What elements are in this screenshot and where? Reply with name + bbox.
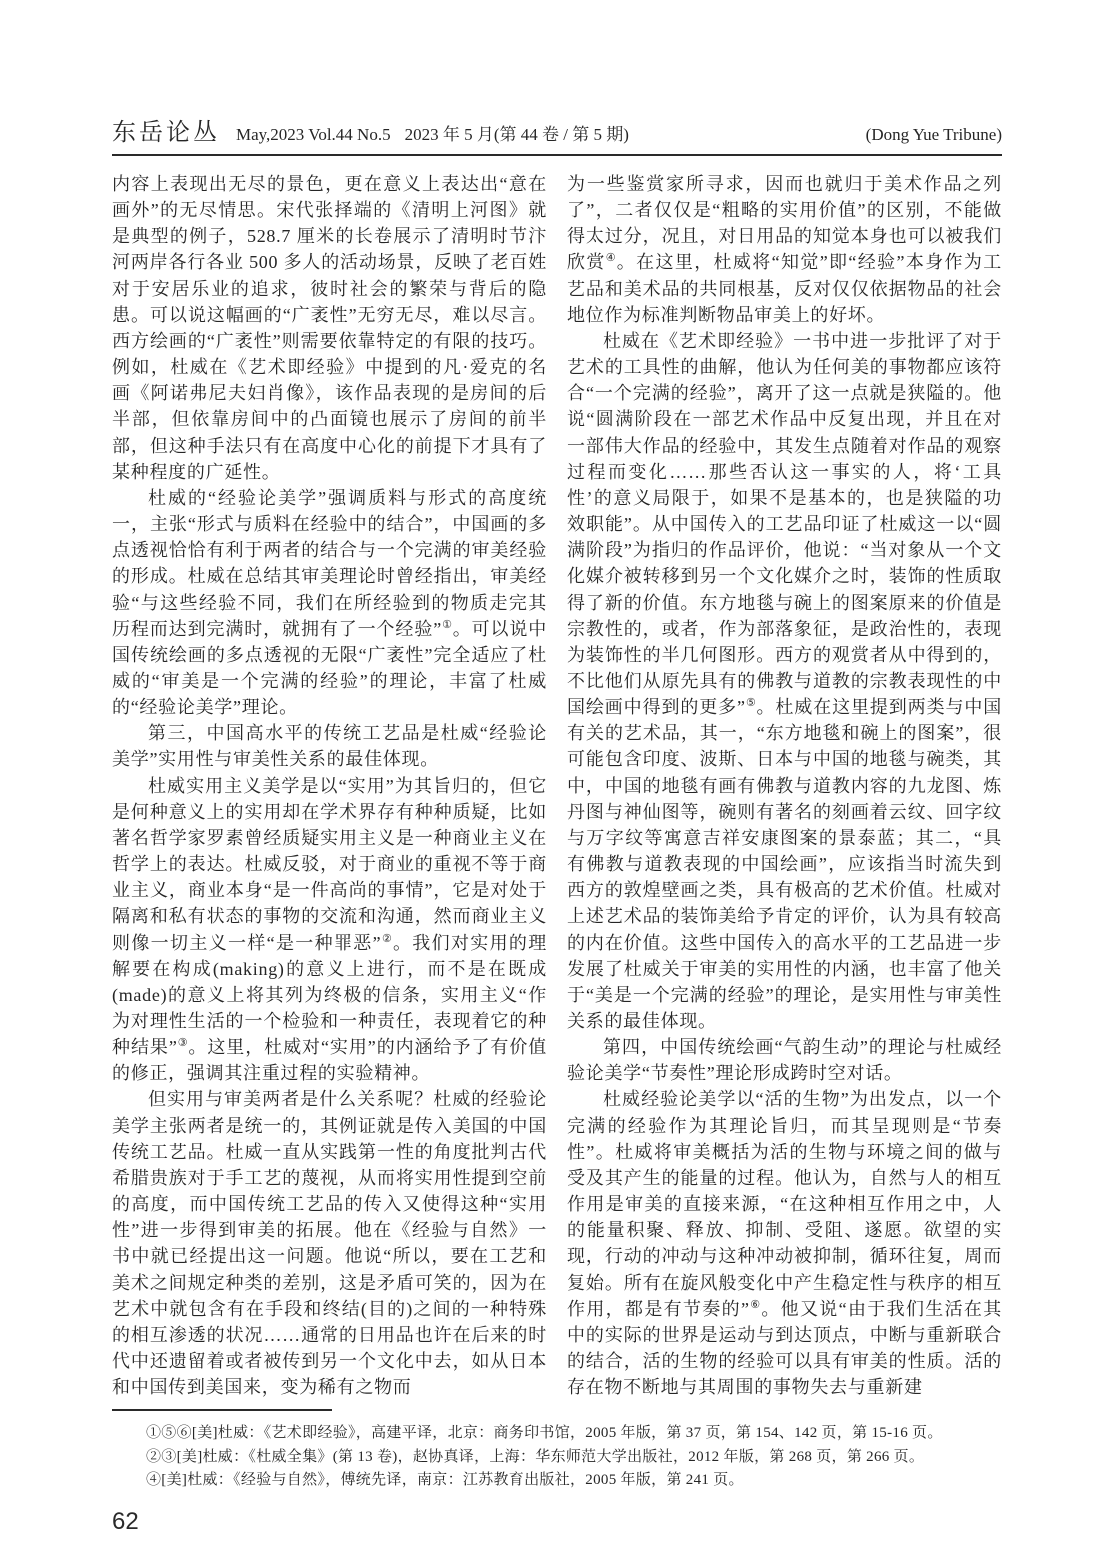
footnote-line: ②③[美]杜威：《杜威全集》(第 13 卷)，赵协真译，上海：华东师范大学出版社，2012 年版，第 268 页，第 266 页。 <box>146 1448 925 1465</box>
footnote-marker: ③ <box>177 1037 189 1050</box>
issue-info-cn: 2023 年 5 月(第 44 卷 / 第 5 期) <box>404 125 629 144</box>
body-paragraph: 内容上表现出无尽的景色，更在意义上表达出“意在画外”的无尽情思。宋代张择端的《清明上河图》就是典型的例子，528.7 厘米的长卷展示了清明时节汴河两岸各行各业 500 多人的活动场景，反映了老百姓对于安居乐业的追求，彼时社会的繁荣与背后的隐患。可以说这幅画的“广袤性”无穷无尽，难以尽言。西方绘画的“广袤性”则需要依靠特定的有限的技巧。例如，杜威在《艺术即经验》中提到的凡·爱克的名画《阿诺弗尼夫妇肖像》，该作品表现的是房间的后半部，但依靠房间中的凸面镜也展示了房间的前半部，但这种手法只有在高度中心化的前提下才具有了某种程度的广延性。 <box>112 174 547 482</box>
article-body <box>112 171 1002 1400</box>
issue-info-en: May,2023 Vol.44 No.5 <box>236 125 391 144</box>
body-paragraph: 杜威的“经验论美学”强调质料与形式的高度统一，主张“形式与质料在经验中的结合”，中国画的多点透视恰恰有利于两者的结合与一个完满的审美经验的形成。杜威在总结其审美理论时曾经指出，审美经验“与这些经验不同，我们在所经验到的物质走完其历程而达到完满时，就拥有了一个经验”①。可以说中国传统绘画的多点透视的无限“广袤性”完全适应了杜威的“审美是一个完满的经验”的理论，丰富了杜威的“经验论美学”理论。 <box>112 487 547 718</box>
footnote-marker: ⑤ <box>745 697 757 710</box>
body-paragraph: 杜威在《艺术即经验》一书中进一步批评了对于艺术的工具性的曲解，他认为任何美的事物都应该符合“一个完满的经验”，离开了这一点就是狭隘的。他说“圆满阶段在一部艺术作品中反复出现，并且在对一部伟大作品的经验中，其发生点随着对作品的观察过程而变化……那些否认这一事实的人，将‘工具性’的意义局限于，如果不是基本的，也是狭隘的功效职能”。从中国传入的工艺品印证了杜威这一以“圆满阶段”为指归的作品评价，他说：“当对象从一个文化媒介被转移到另一个文化媒介之时，装饰的性质取得了新的价值。东方地毯与碗上的图案原来的价值是宗教性的，或者，作为部落象征，是政治性的，表现为装饰性的半几何图形。西方的观赏者从中得到的，不比他们从原先具有的佛教与道教的宗教表现性的中国绘画中得到的更多”⑤。杜威在这里提到两类与中国有关的艺术品，其一，“东方地毯和碗上的图案”，很可能包含印度、波斯、日本与中国的地毯与碗类，其中，中国的地毯有画有佛教与道教内容的九龙图、炼丹图与神仙图等，碗则有著名的刻画着云纹、回字纹与万字纹等寓意吉祥安康图案的景泰蓝；其二，“具有佛教与道教表现的中国绘画”，应该指当时流失到西方的敦煌壁画之类，具有极高的艺术价值。杜威对上述艺术品的装饰美给予肯定的评价，认为具有较高的内在价值。这些中国传入的高水平的工艺品进一步发展了杜威关于审美的实用性的内涵，也丰富了他关于“美是一个完满的经验”的理论，是实用性与审美性关系的最佳体现。 <box>567 330 1002 1031</box>
footnote-line: ④[美]杜威：《经验与自然》，傅统先译，南京：江苏教育出版社，2005 年版，第 241 页。 <box>146 1472 744 1489</box>
body-paragraph: 杜威经验论美学以“活的生物”为出发点，以一个完满的经验作为其理论旨归，而其呈现则是“节奏性”。杜威将审美概括为活的生物与环境之间的做与受及其产生的能量的过程。他认为，自然与人的相互作用是审美的直接来源，“在这种相互作用之中，人的能量积聚、释放、抑制、受阻、遂愿。欲望的实现，行动的冲动与这种冲动被抑制，循环往复，周而复始。所有在旋风般变化中产生稳定性与秩序的相互作用，都是有节奏的”⑥。他又说“由于我们生活在其中的实际的世界是运动与到达顶点，中断与重新联合的结合，活的生物的经验可以具有审美的性质。活的存在物不断地与其周围的事物失去与重新建 <box>567 1089 1002 1398</box>
journal-title-en: (Dong Yue Tribune) <box>865 125 1002 144</box>
body-paragraph: 第四，中国传统绘画“气韵生动”的理论与杜威经验论美学“节奏性”理论形成跨时空对话。 <box>567 1037 1002 1084</box>
footnotes <box>112 1422 1002 1493</box>
body-paragraph: 第三，中国高水平的传统工艺品是杜威“经验论美学”实用性与审美性关系的最佳体现。 <box>112 723 547 770</box>
journal-title-cn: 东岳论丛 <box>112 120 220 146</box>
body-paragraph: 为一些鉴赏家所寻求，因而也就归于美术作品之列了”，二者仅仅是“粗略的实用价值”的区别，不能做得太过分，况且，对日用品的知觉本身也可以被我们欣赏④。在这里，杜威将“知觉”即“经验”本身作为工艺品和美术品的共同根基，反对仅仅依据物品的社会地位作为标准判断物品审美上的好坏。 <box>567 174 1002 325</box>
header-left <box>112 112 629 147</box>
right-column <box>567 171 1002 1400</box>
footnote-marker: ① <box>441 618 453 631</box>
left-column <box>112 171 547 1400</box>
footnote-marker: ④ <box>605 252 617 265</box>
footnote-line: ①⑤⑥[美]杜威：《艺术即经验》，高建平译，北京：商务印书馆，2005 年版，第 37 页，第 154、142 页，第 15-16 页。 <box>146 1425 943 1442</box>
footnote-marker: ⑥ <box>749 1298 762 1311</box>
body-paragraph: 杜威实用主义美学是以“实用”为其旨归的，但它是何种意义上的实用却在学术界存有种种质疑，比如著名哲学家罗素曾经质疑实用主义是一种商业主义在哲学上的表达。杜威反驳，对于商业的重视不等于商业主义，商业本身“是一件高尚的事情”，它是对处于隔离和私有状态的事物的交流和沟通，然而商业主义则像一切主义一样“是一种罪恶”②。我们对实用的理解要在构成(making)的意义上进行，而不是在既成(made)的意义上将其列为终极的信条，实用主义“作为对理性生活的一个检验和一种责任，表现着它的种种结果”③。这里，杜威对“实用”的内涵给予了有价值的修正，强调其注重过程的实验精神。 <box>112 775 547 1084</box>
body-paragraph: 但实用与审美两者是什么关系呢？杜威的经验论美学主张两者是统一的，其例证就是传入美国的中国传统工艺品。杜威一直从实践第一性的角度批判古代希腊贵族对于手工艺的蔑视，从而将实用性提到空前的高度，而中国传统工艺品的传入又使得这种“实用性”进一步得到审美的拓展。他在《经验与自然》一书中就已经提出这一问题。他说“所以，要在工艺和美术之间规定种类的差别，这是矛盾可笑的，因为在艺术中就包含有在手段和终结(目的)之间的一种特殊的相互渗透的状况……通常的日用品也许在后来的时代中还遗留着或者被传到另一个文化中去，如从日本和中国传到美国来，变为稀有之物而 <box>112 1089 547 1398</box>
footnote-rule <box>112 1409 332 1411</box>
header-rule <box>112 154 1002 156</box>
page-number: 62 <box>112 1507 139 1535</box>
footnote-marker: ② <box>381 932 393 945</box>
page-header <box>112 112 1002 147</box>
